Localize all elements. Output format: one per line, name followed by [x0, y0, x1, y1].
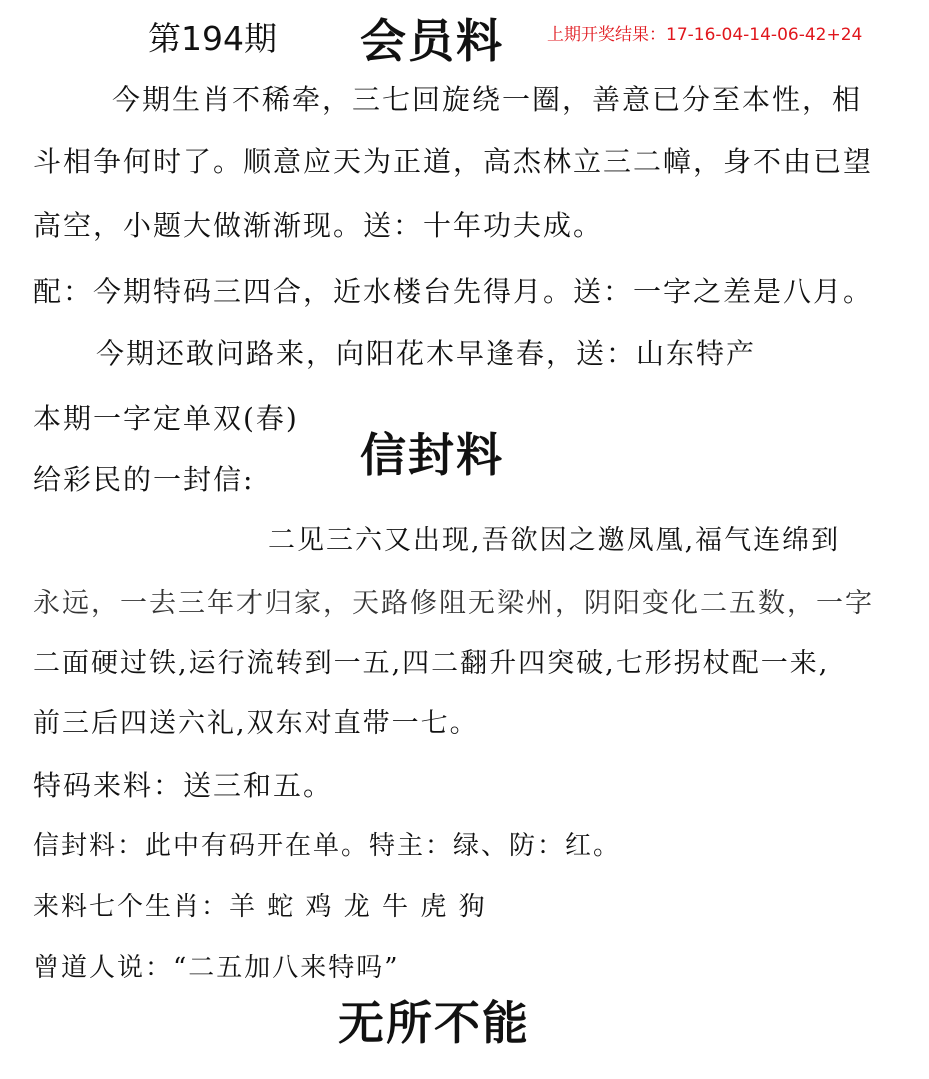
envelope-title: 信封料 [360, 428, 504, 482]
letter-line-4: 前三后四送六礼,双东对直带一七。 [33, 708, 479, 739]
poem-line-2: 斗相争何时了。顺意应天为正道，高杰林立三二幛，身不由已望 [33, 145, 874, 178]
issue-number: 第194期 [148, 19, 277, 58]
poem-line-4: 配：今期特码三四合，近水楼台先得月。送：一字之差是八月。 [33, 275, 874, 308]
footer-title: 无所不能 [338, 996, 530, 1050]
letter-line-3: 二面硬过铁,运行流转到一五,四二翻升四突破,七形拐杖配一来, [33, 648, 830, 679]
letter-line-1: 二见三六又出现,吾欲因之邀凤凰,福气连绵到 [268, 525, 841, 556]
letter-line-2: 永远，一去三年才归家，天路修阻无梁州，阴阳变化二五数，一字 [33, 588, 874, 619]
last-draw-result: 上期开奖结果：17-16-04-14-06-42+24 [547, 25, 863, 45]
zodiac-line: 来料七个生肖：羊 蛇 鸡 龙 牛 虎 狗 [33, 892, 487, 922]
poem-line-6: 本期一字定单双(春) [33, 402, 299, 435]
letter-greeting: 给彩民的一封信: [33, 463, 255, 496]
poem-line-3: 高空，小题大做渐渐现。送：十年功夫成。 [33, 209, 604, 242]
envelope-line: 信封料：此中有码开在单。特主：绿、防：红。 [33, 831, 622, 861]
member-title: 会员料 [360, 14, 504, 68]
saying-line: 曾道人说：“二五加八来特吗” [33, 953, 400, 983]
poem-line-5: 今期还敢问路来，向阳花木早逢春，送：山东特产 [96, 337, 757, 370]
special-code-line: 特码来料：送三和五。 [33, 769, 334, 802]
poem-line-1: 今期生肖不稀牵，三七回旋绕一圈，善意已分至本性，相 [112, 83, 863, 116]
